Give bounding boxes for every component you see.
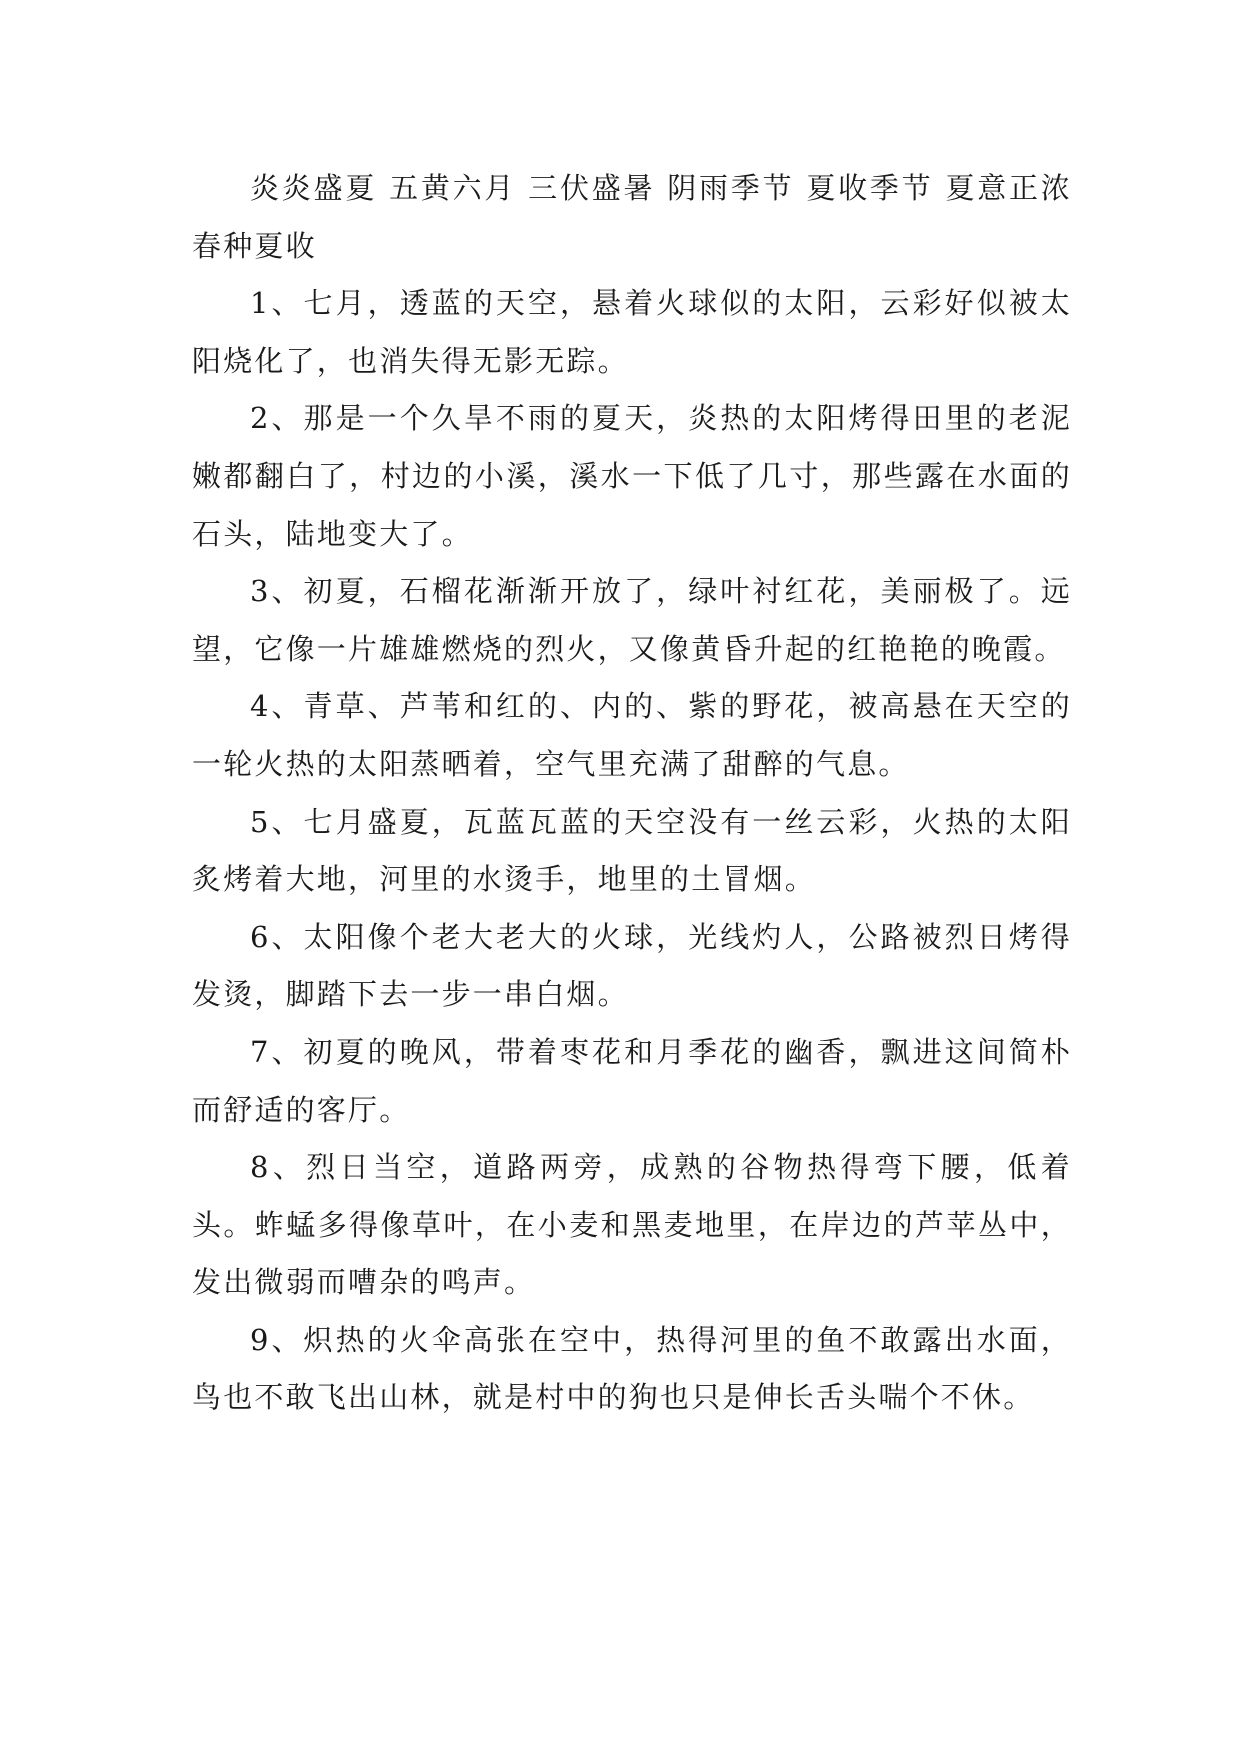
sentence-paragraph-6: 6、太阳像个老大老大的火球，光线灼人，公路被烈日烤得发烫，脚踏下去一步一串白烟。: [192, 919, 1072, 1012]
sentence-paragraph-8: 8、烈日当空，道路两旁，成熟的谷物热得弯下腰，低着头。蚱蜢多得像草叶，在小麦和黑麦地里，在岸边的芦苹丛中，发出微弱而嘈杂的鸣声。: [192, 1150, 1072, 1300]
sentence-paragraph-5: 5、七月盛夏，瓦蓝瓦蓝的天空没有一丝云彩，火热的太阳炙烤着大地，河里的水烫手，地里的土冒烟。: [192, 804, 1072, 897]
document-body: [192, 160, 1072, 1427]
sentence-paragraph-2: 2、那是一个久旱不雨的夏天，炎热的太阳烤得田里的老泥嫩都翻白了，村边的小溪，溪水一下低了几寸，那些露在水面的石头，陆地变大了。: [192, 401, 1072, 551]
keyword-line: 炎炎盛夏 五黄六月 三伏盛暑 阴雨季节 夏收季节 夏意正浓 春种夏收: [192, 171, 1072, 263]
sentence-paragraph-4: 4、青草、芦苇和红的、内的、紫的野花，被高悬在天空的一轮火热的太阳蒸晒着，空气里充满了甜醉的气息。: [192, 689, 1072, 781]
sentence-paragraph-3: 3、初夏，石榴花渐渐开放了，绿叶衬红花，美丽极了。远望，它像一片雄雄燃烧的烈火，又像黄昏升起的红艳艳的晚霞。: [192, 574, 1072, 666]
sentence-paragraph-9: 9、炽热的火伞高张在空中，热得河里的鱼不敢露出水面，鸟也不敢飞出山林，就是村中的狗也只是伸长舌头喘个不休。: [192, 1322, 1072, 1415]
sentence-paragraph-7: 7、初夏的晚风，带着枣花和月季花的幽香，飘进这间简朴而舒适的客厅。: [192, 1034, 1072, 1127]
sentence-paragraph-1: 1、七月，透蓝的天空，悬着火球似的太阳，云彩好似被太阳烧化了，也消失得无影无踪。: [192, 286, 1072, 378]
